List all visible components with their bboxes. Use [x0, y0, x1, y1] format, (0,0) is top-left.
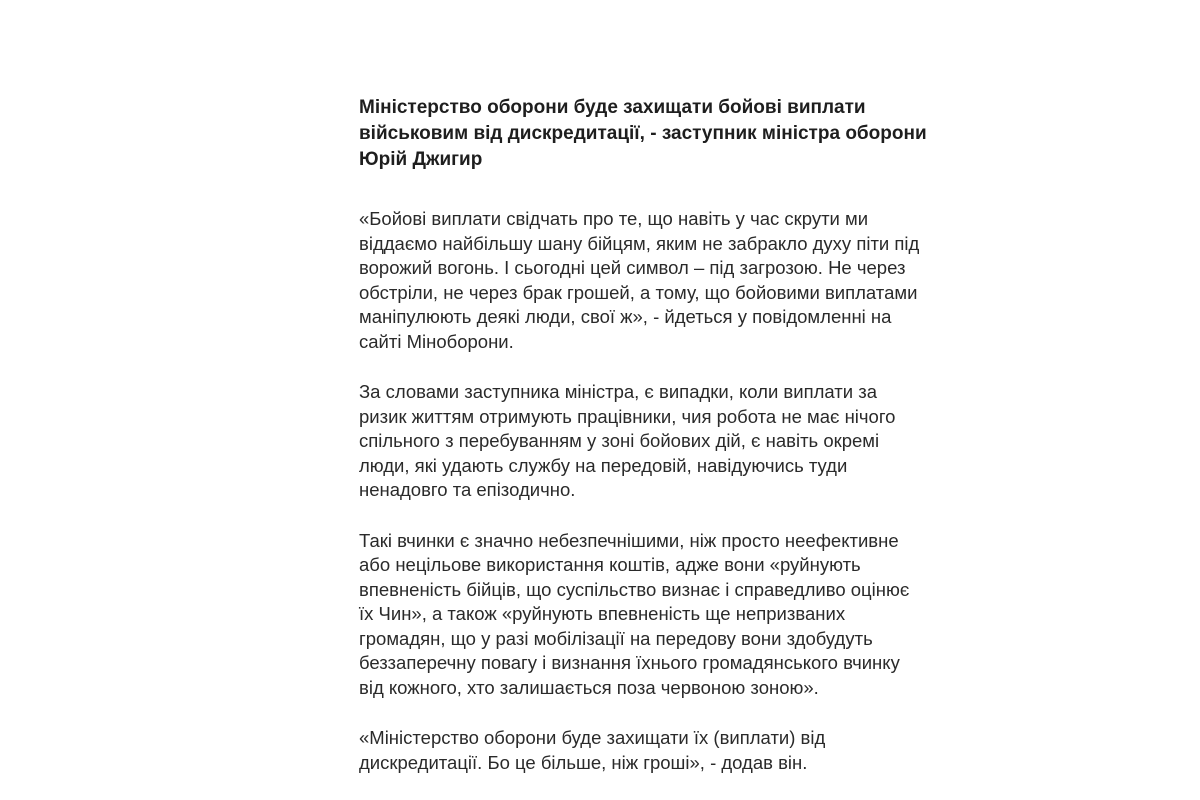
article-title-line: військовим від дискредитації, - заступник міністра оборони — [359, 123, 927, 144]
paragraph-line: спільного з перебуванням у зоні бойових дій, є навіть окремі — [359, 430, 880, 451]
article-title-line: Міністерство оборони буде захищати бойові виплати — [359, 97, 866, 118]
paragraph-line: або нецільове використання коштів, адже вони «руйнують — [359, 554, 861, 575]
article-paragraph-3 — [359, 529, 959, 701]
paragraph-line: ризик життям отримують працівники, чия робота не має нічого — [359, 405, 896, 427]
paragraph-line: громадян, що у разі мобілізації на передову вони здобудуть — [359, 627, 873, 649]
paragraph-line: сайті Міноборони. — [359, 330, 514, 352]
paragraph-line: віддаємо найбільшу шану бійцям, яким не забракло духу піти під — [359, 232, 920, 254]
article-paragraph-4 — [359, 726, 959, 775]
article-title — [359, 95, 959, 173]
article-paragraph-1 — [359, 207, 959, 354]
paragraph-line: Такі вчинки є значно небезпечнішими, ніж просто неефективне — [359, 529, 899, 551]
paragraph-line: «Бойові виплати свідчать про те, що навіть у час скрути ми — [359, 208, 869, 229]
paragraph-line: обстріли, не через брак грошей, а тому, що бойовими виплатами — [359, 281, 918, 303]
article-paragraph-2 — [359, 380, 959, 503]
paragraph-line: ворожий вогонь. І сьогодні цей символ – під загрозою. Не через — [359, 257, 906, 278]
paragraph-line: люди, які удають службу на передовій, навідуючись туди — [359, 454, 848, 476]
paragraph-line: ненадовго та епізодично. — [359, 479, 576, 500]
paragraph-line: від кожного, хто залишається поза червоною зоною». — [359, 676, 819, 698]
paragraph-line: дискредитації. Бо це більше, ніж гроші», - додав він. — [359, 751, 808, 773]
paragraph-line: «Міністерство оборони буде захищати їх (виплати) від — [359, 727, 826, 748]
paragraph-line: маніпулюють деякі люди, свої ж», - йдеться у повідомленні на — [359, 306, 892, 327]
paragraph-line: їх Чин», а також «руйнують впевненість ще непризваних — [359, 603, 846, 624]
paragraph-line: впевненість бійців, що суспільство визнає і справедливо оцінює — [359, 578, 910, 600]
paragraph-line: беззаперечну повагу і визнання їхнього громадянського вчинку — [359, 652, 900, 673]
article-title-line: Юрій Джигир — [359, 149, 483, 170]
article — [359, 95, 959, 775]
paragraph-line: За словами заступника міністра, є випадки, коли виплати за — [359, 381, 878, 402]
